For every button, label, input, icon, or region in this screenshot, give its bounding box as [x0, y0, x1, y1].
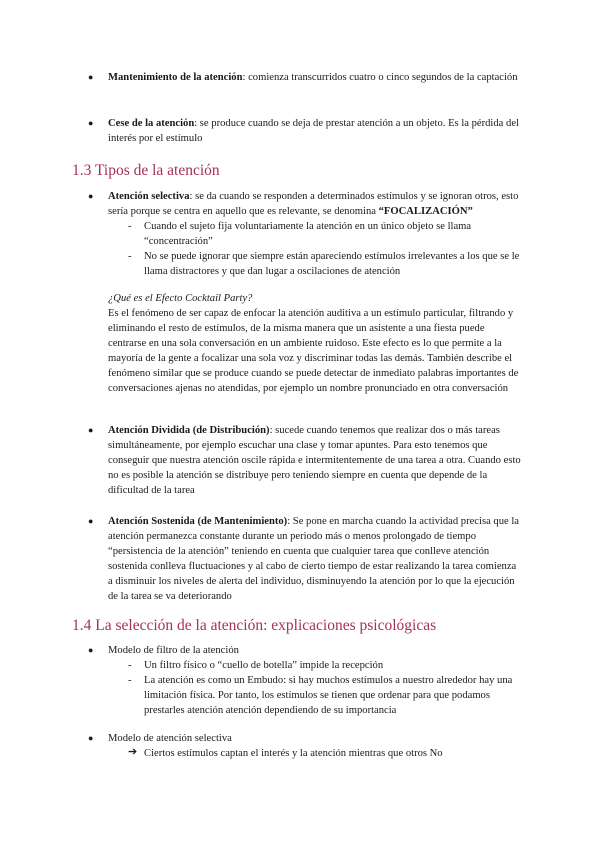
cocktail-question: ¿Qué es el Efecto Cocktail Party? [108, 293, 253, 304]
dash-icon: - [128, 251, 132, 262]
heading-1-4: 1.4 La selección de la atención: explicaciones psicológicas [72, 617, 437, 634]
cocktail-body: Es el fenómeno de ser capaz de enfocar la atención auditiva a un estímulo particular, filtrando y eliminando el resto de estímulos, de la misma manera que un asistente a una fiesta puede centrarse en una sola conversación en un ambiente ruidoso. Este efecto es lo que permite a la mayoría de la gente a focalizar una sola voz y discriminar todas las demás. También describe el fenómeno similar que se produce cuando se puede detectar de inmediato palabras importantes de conversaciones ajenas no atendidas, por ejemplo un nombre pronunciado en otra conversación [108, 308, 519, 394]
bullet-icon: ● [88, 191, 94, 201]
bullet-icon: ● [88, 72, 94, 82]
item-selectiva [108, 189, 522, 219]
arrow-right-icon: ➔ [128, 746, 138, 758]
sub-estimulos-interes: Ciertos estímulos captan el interés y la atención mientras que otros No [144, 748, 443, 759]
item-text: : comienza transcurridos cuatro o cinco segundos de la captación [242, 72, 518, 83]
item-term: Cese de la atención [108, 118, 195, 129]
item-term: Mantenimiento de la atención [108, 72, 243, 83]
item-text: : Se pone en marcha cuando la actividad precisa que la atención permanezca constante durante un periodo más o menos prolongado de tiempo “persistencia de la atención” teniendo en cuenta que cualquier tarea que conlleve atención sostenida conlleva fluctuaciones y al cabo de cierto tiempo de estar realizando la tarea comienza a disminuir los niveles de alerta del individuo, disminuyendo la atención por lo que la ejecución de la tarea se va deteriorando [108, 516, 520, 602]
item-term: Atención Sostenida (de Mantenimiento) [108, 516, 288, 527]
bullet-icon: ● [88, 733, 94, 743]
item-cese [108, 116, 522, 146]
sub-concentracion: Cuando el sujeto fija voluntariamente la atención en un único objeto se llama “concentración” [144, 221, 472, 247]
item-mantenimiento [108, 70, 522, 85]
sub-embudo: La atención es como un Embudo: si hay muchos estímulos a nuestro alrededor hay una limitación física. Por tanto, los estímulos se tienen que ordenar para que podamos prestarles atención atención dependiendo de su importancia [144, 675, 513, 716]
item-text: : sucede cuando tenemos que realizar dos o más tareas simultáneamente, por ejemplo escuchar una clase y tomar apuntes. Para esto tenemos que conseguir que nuestra atención oscile rápida e intermitentemente de una tarea a otra. Cuando esto no es posible la atención se distribuye pero teniendo siempre en cuenta que depende de la dificultad de la tarea [108, 425, 521, 496]
item-term: Atención Dividida (de Distribución) [108, 425, 270, 436]
item-modelo-filtro: Modelo de filtro de la atención [108, 645, 239, 656]
dash-icon: - [128, 221, 132, 232]
item-modelo-selectiva: Modelo de atención selectiva [108, 733, 232, 744]
item-term-focalizacion: “FOCALIZACIÓN” [378, 206, 473, 217]
heading-1-3: 1.3 Tipos de la atención [72, 162, 220, 179]
bullet-icon: ● [88, 516, 94, 526]
item-text: : se da cuando se responden a determinados estímulos y se ignoran otros, esto sería porque se centra en aquello que es relevante, se denomina [108, 191, 519, 217]
item-sostenida [108, 514, 522, 604]
item-text: : se produce cuando se deja de prestar atención a un objeto. Es la pérdida del interés por el estímulo [108, 118, 519, 144]
bullet-icon: ● [88, 645, 94, 655]
sub-cuello-botella: Un filtro físico o “cuello de botella” impide la recepción [144, 660, 384, 671]
dash-icon: - [128, 675, 132, 686]
sub-distractores: No se puede ignorar que siempre están apareciendo estímulos irrelevantes a los que se le llama distractores y que dan lugar a oscilaciones de atención [144, 251, 520, 277]
bullet-icon: ● [88, 118, 94, 128]
item-term: Atención selectiva [108, 191, 190, 202]
item-dividida [108, 423, 522, 498]
bullet-icon: ● [88, 425, 94, 435]
dash-icon: - [128, 660, 132, 671]
